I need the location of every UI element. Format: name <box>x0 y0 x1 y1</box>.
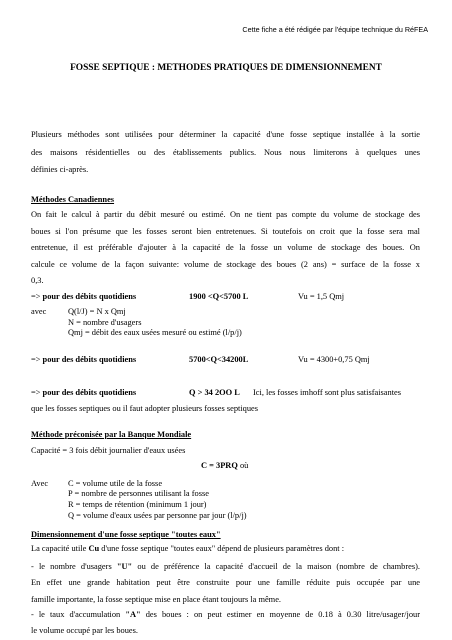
symbol-u: "U" <box>116 561 133 571</box>
avec-label: avec <box>31 307 47 317</box>
flow-label: pour des débits quotidiens <box>42 388 137 398</box>
flow-formula-1: Vu = 1,5 Qmj <box>298 291 345 301</box>
canadian-line-5: 0,3. <box>31 276 44 286</box>
definition-n: N = nombre d'usagers <box>68 317 142 327</box>
allwater-line-2 <box>31 561 420 572</box>
flow-range-3: Q > 34 2OO L <box>189 388 240 398</box>
text-run: ou de préférence la capacité d'accueil de la maison (nombre de chambres). <box>132 561 420 571</box>
flow-label: pour des débits quotidiens <box>42 355 137 365</box>
definition-q: Q(l/J) = N x Qmj <box>68 307 126 317</box>
flow-range-2: 5700<Q<34200L <box>189 355 249 365</box>
allwater-line-4: famille importante, la fosse septique mise en place étant toujours la même. <box>31 594 282 604</box>
formula-suffix: où <box>239 461 249 471</box>
arrow-prefix: => <box>31 388 43 398</box>
formula-c: C = 3PRQ <box>201 461 238 471</box>
text-run: des boues : on peut estimer en moyenne de 0.18 à 0.30 litre/usager/jour <box>140 609 420 619</box>
canadian-line-1: On fait le calcul à partir du débit mesuré ou estimé. On ne tient pas compte du volume de stockage des <box>31 209 420 219</box>
worldbank-definition-q: Q = volume d'eaux usées par personne par jour (l/p/j) <box>68 510 247 520</box>
flow-row-3 <box>31 387 136 398</box>
canadian-line-3: entretenue, il est préférable d'ajouter à la capacité de la fosse un volume de stockage des boues. On <box>31 243 420 253</box>
flow-formula-2: Vu = 4300+0,75 Qmj <box>298 355 370 365</box>
worldbank-definition-p: P = nombre de personnes utilisant la fosse <box>68 489 209 499</box>
header-note: Cette fiche a été rédigée par l'équipe technique du RéFEA <box>242 25 428 34</box>
worldbank-definition-c: C = volume utile de la fosse <box>68 478 163 488</box>
definition-qmj: Qmj = débit des eaux usées mesuré ou estimé (l/p/j) <box>68 328 242 338</box>
text-run: d'une fosse septique "toutes eaux" dépend de plusieurs paramètres dont : <box>99 544 345 554</box>
worldbank-capacity: Capacité = 3 fois débit journalier d'eaux usées <box>31 446 186 456</box>
arrow-prefix: => <box>31 355 43 365</box>
flow-row-1 <box>31 291 136 302</box>
canadian-line-4: calcule ce volume de la façon suivante: volume de stockage des boues (2 ans) = surface de la fosse x <box>31 259 420 269</box>
section-heading-canadian: Méthodes Canadiennes <box>31 195 115 205</box>
canadian-line-2: boues si l'on présume que les fosses seront bien entretenues. Si toutefois on croit que la fosse sera mal <box>31 227 420 237</box>
flow-range-1: 1900 <Q<5700 L <box>189 291 249 301</box>
allwater-line-6: le volume occupé par les boues. <box>31 626 138 636</box>
flow-label: pour des débits quotidiens <box>42 291 137 301</box>
flow-row-2 <box>31 354 136 365</box>
symbol-cu: Cu <box>88 544 100 554</box>
arrow-prefix: => <box>31 291 43 301</box>
page-title: FOSSE SEPTIQUE : METHODES PRATIQUES DE DIMENSIONNEMENT <box>70 63 382 73</box>
intro-line-3: définies ci-après. <box>31 165 89 175</box>
text-run: La capacité utile <box>31 544 89 554</box>
allwater-line-1 <box>31 543 344 554</box>
section-heading-allwater: Dimensionnement d'une fosse septique "toutes eaux" <box>31 529 221 539</box>
allwater-line-3: En effet une grande habitation peut être construite pour une famille réduite puis occupée par une <box>31 578 420 588</box>
symbol-a: "A" <box>125 609 141 619</box>
section-heading-worldbank: Méthode préconisée par la Banque Mondiale <box>31 429 192 439</box>
text-run: - le nombre d'usagers <box>31 561 117 571</box>
worldbank-avec-label: Avec <box>31 478 49 488</box>
worldbank-definition-r: R = temps de rétention (minimum 1 jour) <box>68 500 207 510</box>
worldbank-formula <box>201 460 248 471</box>
text-run: - le taux d'accumulation <box>31 609 126 619</box>
allwater-line-5 <box>31 609 420 620</box>
flow-text-3: Ici, les fosses imhoff sont plus satisfaisantes <box>253 388 402 398</box>
intro-line-1: Plusieurs méthodes sont utilisées pour déterminer la capacité d'une fosse septique installée à la sortie <box>31 129 420 139</box>
flow-row-3-continuation: que les fosses septiques ou il faut adopter plusieurs fosses septiques <box>31 403 259 413</box>
intro-line-2: des maisons résidentielles ou des établissements publics. Nous nous limiterons à quelques unes <box>31 148 420 157</box>
